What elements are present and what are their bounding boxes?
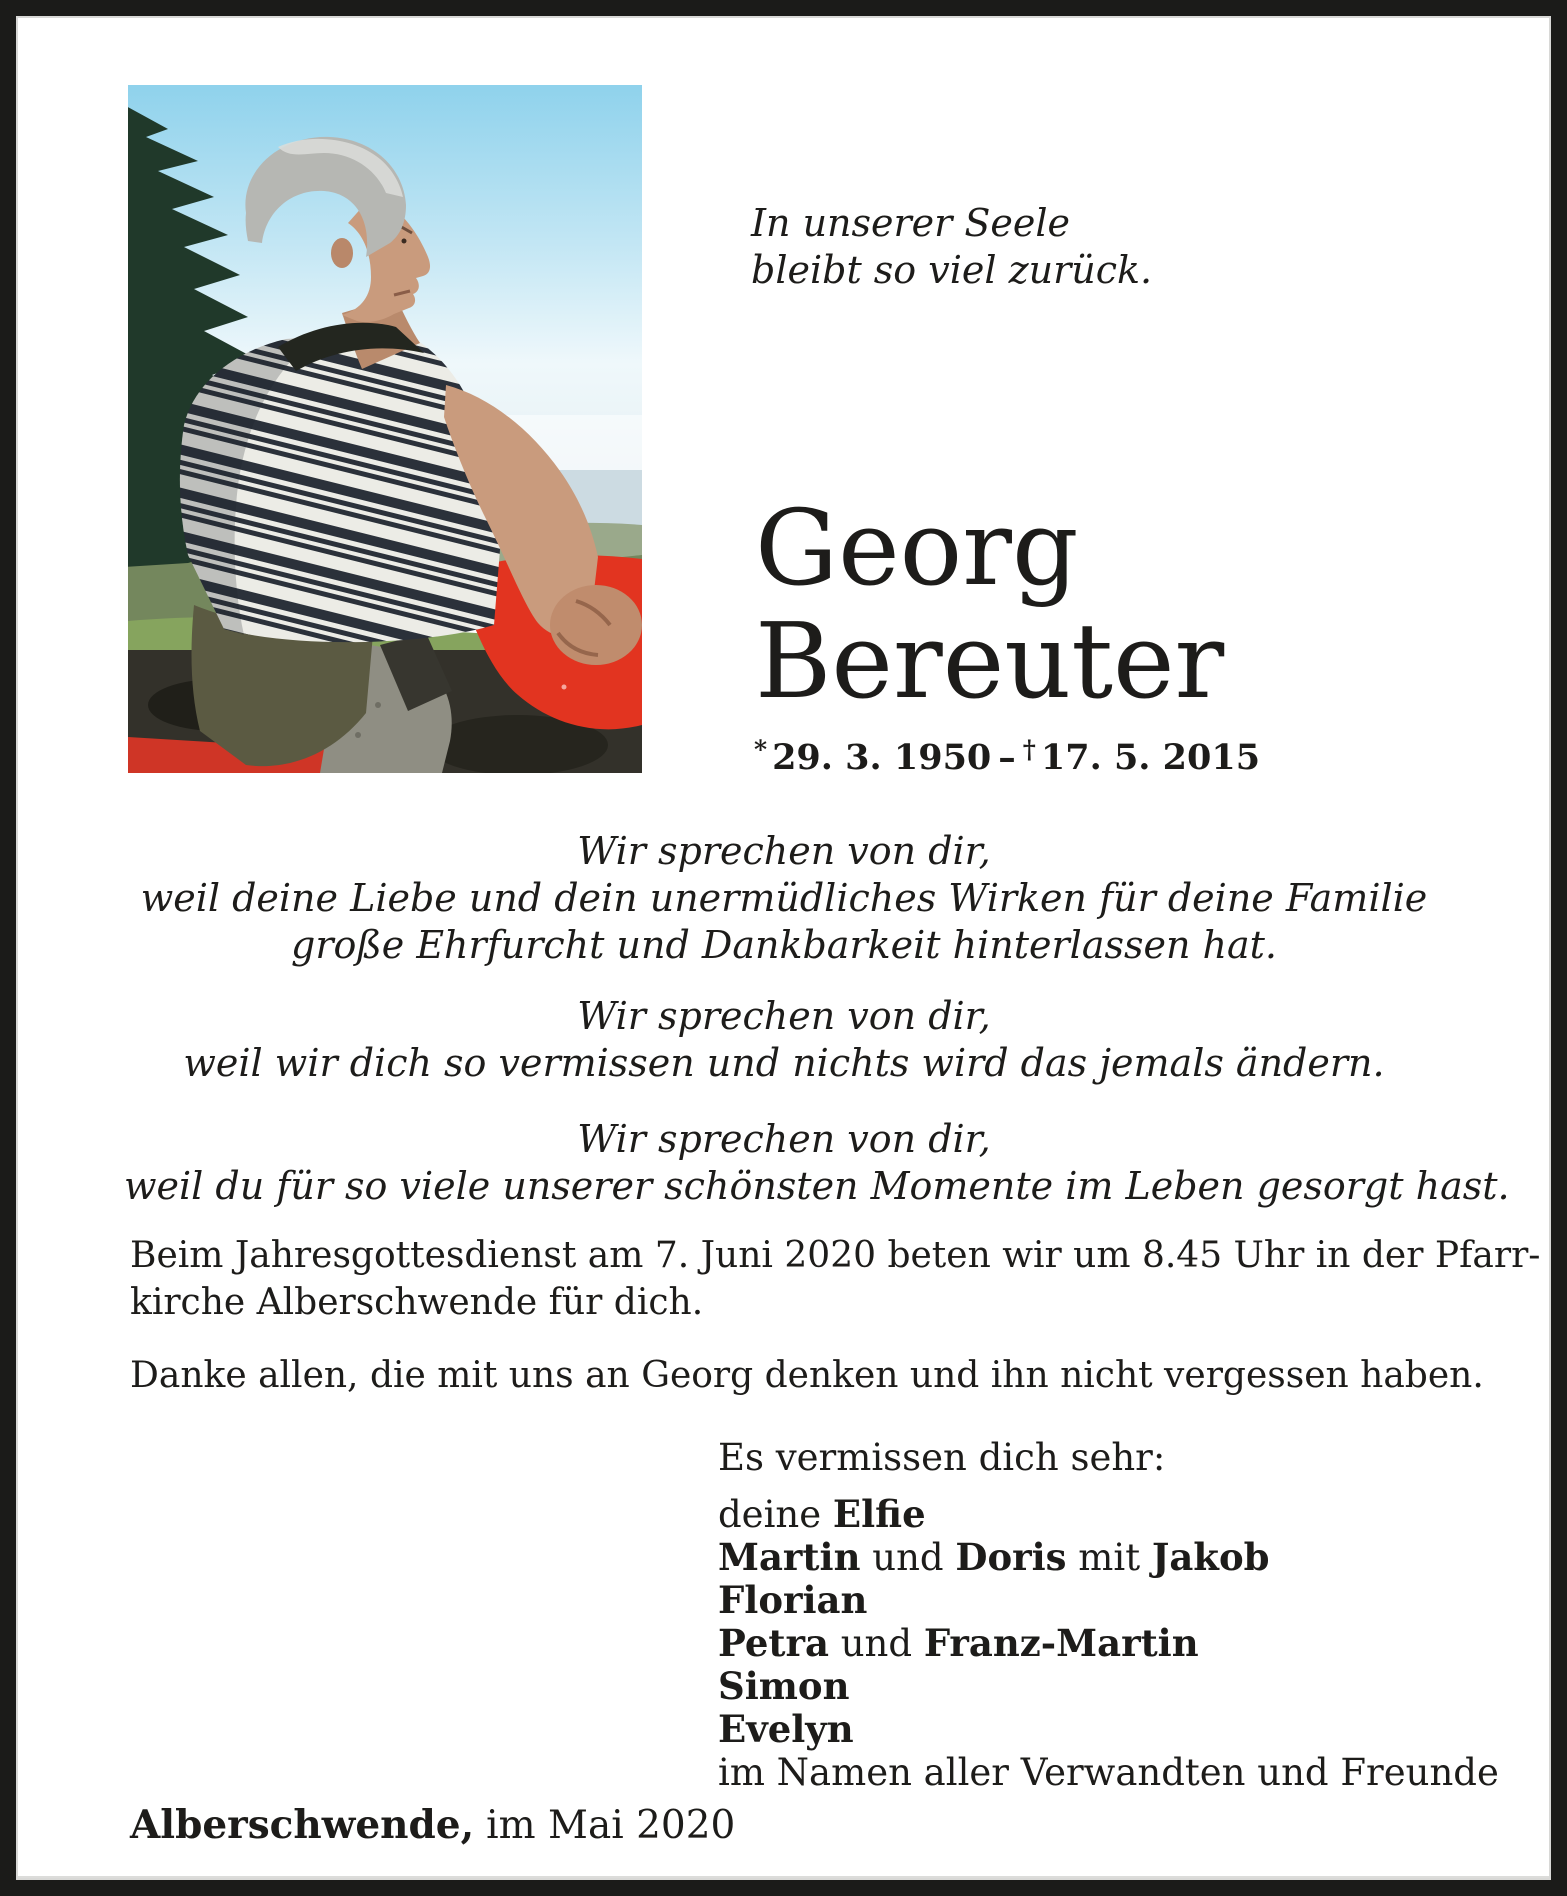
mourner-name: Florian [718,1578,868,1622]
mourner-line [718,1493,1499,1536]
deceased-last-name: Bereuter [755,600,1225,722]
born-symbol: * [754,735,768,764]
scan-edge-artifact [16,1876,1551,1880]
mourner-name: Doris [955,1535,1067,1579]
mourner-line [718,1708,1499,1751]
mourner-line [718,1665,1499,1708]
epigraph-line-1: In unserer Seele [751,201,1071,245]
mourner-name: Elfie [832,1492,926,1536]
mourner-name: Franz-Martin [923,1621,1199,1665]
service-announcement [130,1232,1541,1326]
deceased-name [755,487,1225,722]
issue-date: im Mai 2020 [486,1803,736,1848]
death-date: 17. 5. 2015 [1040,737,1261,778]
mourners-intro: Es vermissen dich sehr: [718,1436,1166,1479]
birth-date: 29. 3. 1950 [772,737,992,778]
mourner-conjunction: und [828,1622,924,1665]
place-date-line [130,1802,735,1848]
verse-line: weil deine Liebe und dein unermüdliches Wirken für deine Familie [140,876,1428,920]
mourner-name: Evelyn [718,1707,854,1751]
mourner-conjunction: mit [1066,1536,1152,1579]
service-line-1: Beim Jahresgottesdienst am 7. Juni 2020 beten wir um 8.45 Uhr in der Pfarr- [130,1235,1541,1276]
place-name: Alberschwende, [130,1802,475,1848]
mourner-name: Simon [718,1664,850,1708]
mourner-line [718,1536,1499,1579]
life-dates [754,735,1260,778]
died-symbol: † [1022,735,1036,764]
verse-line: weil wir dich so vermissen und nichts wird das jemals ändern. [183,1041,1385,1085]
verse-1 [124,828,1444,969]
epigraph [751,200,1152,294]
mourner-name: Jakob [1151,1535,1270,1579]
mourner-line [718,1579,1499,1622]
verse-line: weil du für so viele unserer schönsten Momente im Leben gesorgt hast. [124,1164,1510,1208]
mourners-block [718,1436,1499,1794]
verse-3 [124,1116,1510,1210]
mourner-line [718,1622,1499,1665]
portrait-photo [128,85,642,773]
mourner-conjunction: und [860,1536,956,1579]
deceased-first-name: Georg [755,487,1079,609]
portrait-photo-illustration [128,85,642,773]
mourners-closing: im Namen aller Verwandten und Freunde [718,1751,1499,1794]
mourner-prefix: deine [718,1493,833,1536]
verse-2 [124,993,1444,1087]
verse-line: große Ehrfurcht und Dankbarkeit hinterlassen hat. [291,923,1277,967]
service-line-2: kirche Alberschwende für dich. [130,1282,704,1323]
dates-separator: – [998,737,1016,778]
verse-line: Wir sprechen von dir, [577,1117,991,1161]
epigraph-line-2: bleibt so viel zurück. [751,248,1153,292]
mourner-name: Petra [718,1621,829,1665]
verse-line: Wir sprechen von dir, [577,994,991,1038]
thanks-paragraph: Danke allen, die mit uns an Georg denken und ihn nicht vergessen haben. [130,1355,1484,1396]
mourner-name: Martin [718,1535,861,1579]
verse-line: Wir sprechen von dir, [577,829,991,873]
